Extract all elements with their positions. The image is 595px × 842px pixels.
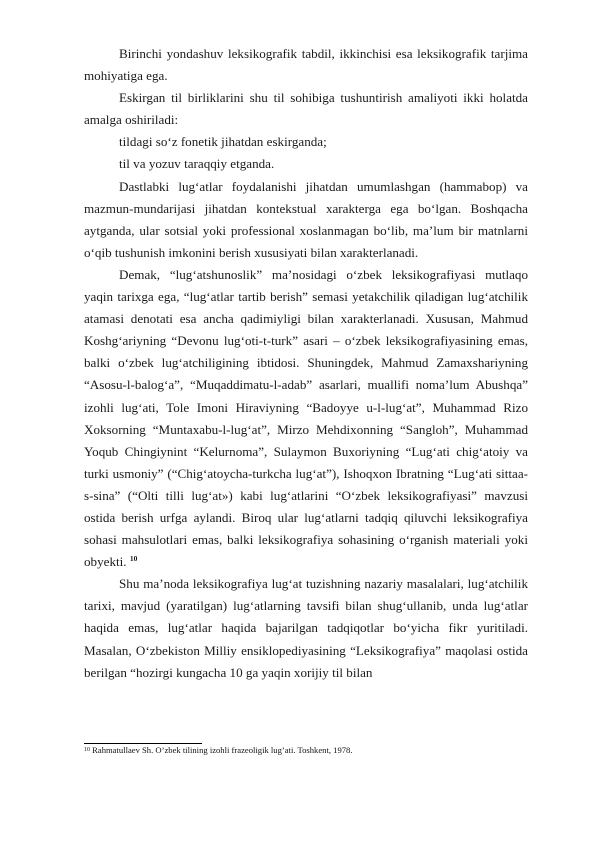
footnote-divider bbox=[84, 743, 202, 744]
list-item-phonetic: tildagi so‘z fonetik jihatdan eskirganda; bbox=[119, 134, 327, 150]
paragraph-2: Eskirgan til birliklarini shu til sohibiga tushuntirish amaliyoti ikki holatda amalga oshiriladi: bbox=[84, 90, 528, 128]
footnote-number: 10 bbox=[84, 747, 90, 753]
paragraph-4-text: Demak, “lug‘atshunoslik” ma’nosidagi o‘zbek leksikografiyasi mutlaqo yaqin tarixga ega, “lug‘atlar tartib berish” semasi yetakchilik qiladigan lug‘atchilik atamasi denotati esa ancha qadimiyligi bilan xarakterlanadi. Xususan, Mahmud Koshg‘ariyning “Devonu lug‘oti-t-turk” asari – o‘zbek leksikografiyasining emas, balki o‘zbek lug‘atchiligining ibtidosi. Shuningdek, Mahmud Zamaxshariyning “Asosu-l-balog‘a”, “Muqaddimatu-l-adab” asarlari, muallifi noma’lum Abushqa” izohli lug‘ati, Tole Imoni Hiraviyning “Badoyye u-l-lug‘at”, Muhammad Rizo Xoksorning “Muntaxabu-l-lug‘at”, Mirzo Mehdixonning “Sangloh”, Muhammad Yoqub Chingiynint “Kelurnoma”, Sulaymon Buxoriyning “Lug‘ati chig‘atoiy va turki usmoniy” (“Chig‘atoycha-turkcha lug‘at”), Ishoqxon Ibratning “Lug‘ati sittaa-s-sina” (“Olti tilli lug‘at») kabi lug‘atlarini “O‘zbek leksikografiyasi” mavzusi ostida berish urfga aylandi. Biroq ular lug‘atlarni tadqiq qiluvchi leksikografiya sohasi mahsulotlari emas, balki leksikografiya sohasining o‘rganish materiali yoki obyekti. bbox=[84, 266, 528, 570]
paragraph-5: Shu ma’noda leksikografiya lug‘at tuzishning nazariy masalalari, lug‘atchilik tarixi, mavjud (yaratilgan) lug‘atlarning tavsifi bilan shug‘ullanib, unda lug‘atlar haqida emas, lug‘atlar haqida bajarilgan tadqiqotlar bo‘yicha fikr yuritiladi. Masalan, O‘zbekiston Milliy ensiklopediyasining “Leksikografiya” maqolasi ostida berilgan “hozirgi kungacha 10 ga yaqin xorijiy til bilan bbox=[84, 576, 528, 680]
list-item-script: til va yozuv taraqqiy etganda. bbox=[119, 156, 275, 172]
footnote-reference[interactable]: 10 bbox=[129, 554, 138, 564]
paragraph-4 bbox=[84, 264, 528, 573]
paragraph-1: Birinchi yondashuv leksikografik tabdil, ikkinchisi esa leksikografik tarjima mohiyatiga ega. bbox=[84, 46, 528, 84]
footnote bbox=[84, 745, 528, 756]
document-body bbox=[84, 43, 528, 684]
paragraph-3: Dastlabki lug‘atlar foydalanishi jihatdan umumlashgan (hammabop) va mazmun-mundarijasi jihatdan kontekstual xarakterga ega bo‘lgan. Boshqacha aytganda, ular sotsial yoki professional xoslanmagan bo‘lib, ma’lum bir matnlarni o‘qib tushunish imkonini berish xususiyati bilan xarakterlanadi. bbox=[84, 178, 528, 260]
footnote-text: Rahmatullaev Sh. O’zbek tilining izohli frazeoligik lug’ati. Toshkent, 1978. bbox=[90, 745, 353, 755]
